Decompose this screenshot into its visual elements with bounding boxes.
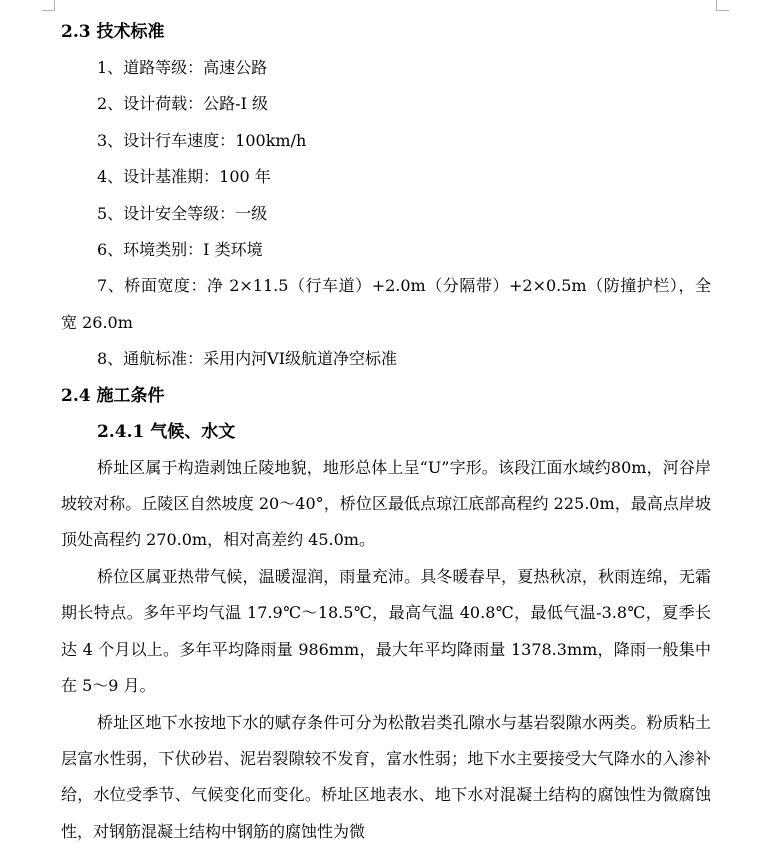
document-body bbox=[61, 14, 711, 850]
standard-item-8: 8、通航标准：采用内河VI级航道净空标准 bbox=[97, 349, 398, 369]
standard-item-7: 7、桥面宽度：净 2×11.5（行车道）+2.0m（分隔带）+2×0.5m（防撞护栏），全宽 26.0m bbox=[61, 276, 711, 332]
paragraph-climate: 桥位区属亚热带气候，温暖湿润，雨量充沛。具冬暖春早，夏热秋凉，秋雨连绵，无霜期长特点。多年平均气温 17.9℃～18.5℃，最高气温 40.8℃，最低气温-3.8℃，夏季长达 4 个月以上。多年平均降雨量 986mm，最大年平均降雨量 1378.3mm，降雨一般集中在 5～9 月。 bbox=[61, 566, 711, 696]
section-heading-2-3: 2.3 技术标准 bbox=[61, 22, 165, 42]
subsection-heading-2-4-1: 2.4.1 气候、水文 bbox=[97, 421, 236, 442]
paragraph-terrain: 桥址区属于构造剥蚀丘陵地貌，地形总体上呈“U”字形。该段江面水域约80m，河谷岸坡较对称。丘陵区自然坡度 20～40°，桥位区最低点琼江底部高程约 225.0m，最高点岸坡顶处高程约 270.0m，相对高差约 45.0m。 bbox=[61, 457, 711, 550]
paragraph-groundwater: 桥址区地下水按地下水的赋存条件可分为松散岩类孔隙水与基岩裂隙水两类。粉质粘土层富水性弱，下伏砂岩、泥岩裂隙较不发育，富水性弱；地下水主要接受大气降水的入渗补给，水位受季节、气候变化而变化。桥址区地表水、地下水对混凝土结构的腐蚀性为微腐蚀性，对钢筋混凝土结构中钢筋的腐蚀性为微 bbox=[61, 712, 711, 841]
section-heading-2-4: 2.4 施工条件 bbox=[61, 385, 165, 406]
crop-mark-top-left bbox=[42, 0, 55, 11]
standard-item-1: 1、道路等级：高速公路 bbox=[97, 58, 268, 77]
standard-item-3: 3、设计行车速度：100km/h bbox=[97, 130, 307, 150]
standard-item-5: 5、设计安全等级：一级 bbox=[97, 203, 268, 223]
standard-item-4: 4、设计基准期：100 年 bbox=[97, 167, 271, 187]
standard-item-6: 6、环境类别：I 类环境 bbox=[97, 240, 263, 260]
standard-item-2: 2、设计荷载：公路-I 级 bbox=[97, 94, 268, 114]
crop-mark-top-right bbox=[716, 0, 729, 11]
